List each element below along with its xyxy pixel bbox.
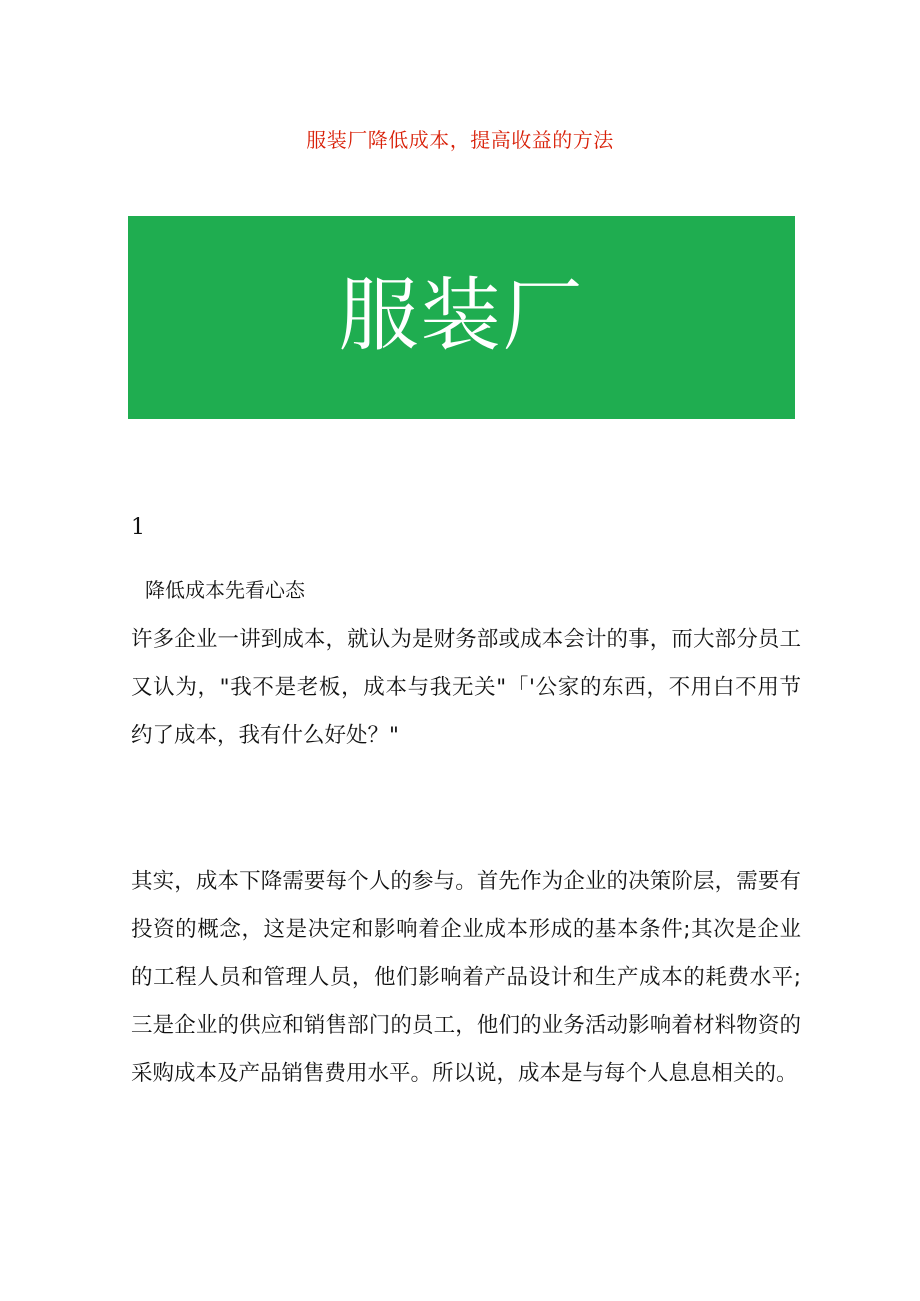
paragraph-2: 其实，成本下降需要每个人的参与。首先作为企业的决策阶层，需要有投资的概念，这是决定和影响着企业成本形成的基本条件;其次是企业的工程人员和管理人员，他们影响着产品设计和生产成本的耗费水平;三是企业的供应和销售部门的员工，他们的业务活动影响着材料物资的采购成本及产品销售费用水平。所以说，成本是与每个人息息相关的。	[131, 869, 801, 1086]
document-title: 服装厂降低成本，提高收益的方法	[306, 128, 614, 152]
paragraph-1: 许多企业一讲到成本，就认为是财务部或成本会计的事，而大部分员工又认为，"我不是老板，成本与我无关"「'公家的东西，不用白不用节约了成本，我有什么好处？"	[131, 627, 801, 748]
section-number: 1	[131, 515, 145, 540]
green-banner	[128, 216, 795, 419]
section-heading: 降低成本先看心态	[145, 578, 305, 602]
banner-text: 服装厂	[338, 268, 585, 362]
